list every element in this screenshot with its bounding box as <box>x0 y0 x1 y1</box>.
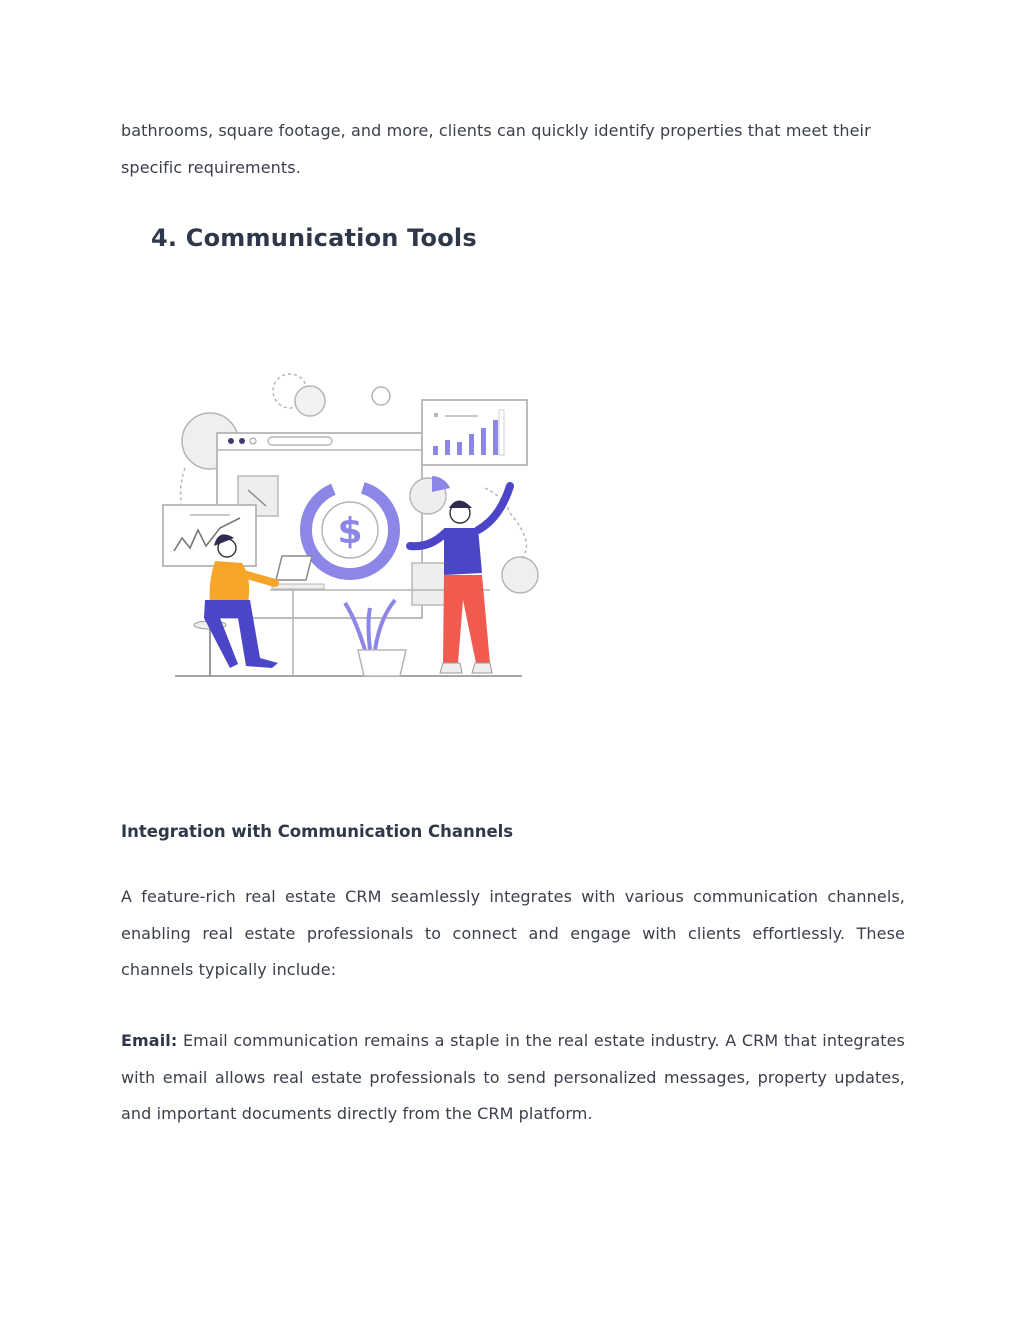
bar-chart-card-icon <box>422 400 527 465</box>
decor-circle <box>295 386 325 416</box>
pie-chart-icon <box>410 476 450 514</box>
line-chart-card-icon <box>163 505 256 566</box>
body-paragraph: A feature-rich real estate CRM seamlessly integrates with various communication channels, enabling real estate professionals to connect and engage with clients effortlessly. These channels typically include: <box>121 887 905 979</box>
email-text: Email communication remains a staple in the real estate industry. A CRM that integrates with email allows real estate professionals to send personalized messages, property updates, and important documents directly from the CRM platform. <box>121 1031 905 1123</box>
email-label: Email: <box>121 1031 178 1050</box>
dollar-sign: $ <box>337 511 363 552</box>
decor-circle-right <box>502 557 538 593</box>
email-paragraph <box>121 1023 905 1133</box>
crm-communication-illustration <box>160 368 545 680</box>
section-heading: 4. Communication Tools <box>151 224 477 252</box>
intro-paragraph: bathrooms, square footage, and more, clients can quickly identify properties that meet their specific requirements. <box>121 121 871 177</box>
decor-circle-small <box>372 387 390 405</box>
subsection-heading: Integration with Communication Channels <box>121 822 514 841</box>
